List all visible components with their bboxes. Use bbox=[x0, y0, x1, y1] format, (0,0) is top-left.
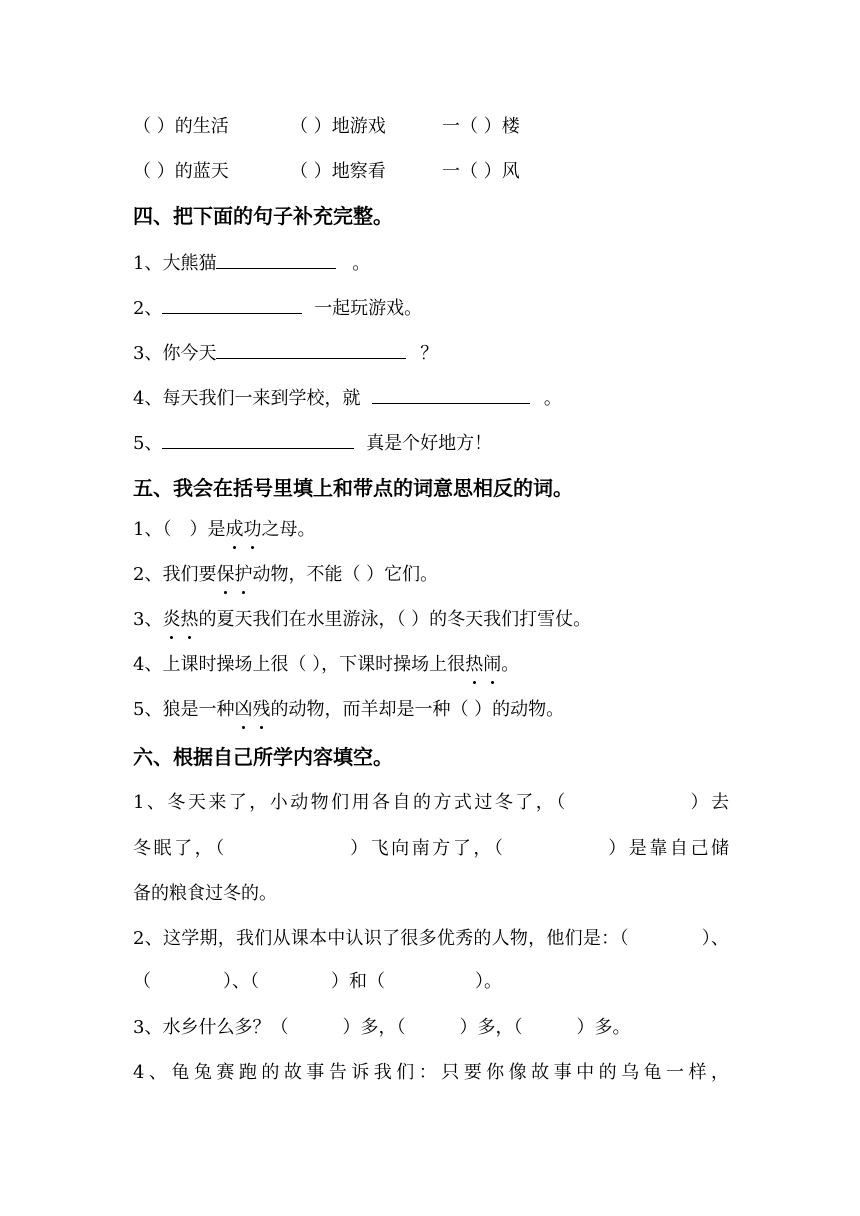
sentence-prefix: 3、你今天 bbox=[133, 343, 217, 364]
word-cell: 一（ ）楼 bbox=[442, 116, 520, 137]
sentence-item bbox=[133, 251, 370, 276]
section-4-heading: 四、把下面的句子补充完整。 bbox=[133, 204, 393, 228]
sentence-suffix: ？ bbox=[420, 343, 439, 364]
dotted-char: 护 bbox=[234, 564, 253, 585]
fill-line bbox=[133, 1061, 729, 1085]
item-text: 2、我们要 bbox=[133, 564, 217, 585]
fill-line bbox=[133, 927, 729, 951]
word-cell: （ ）的蓝天 bbox=[133, 161, 229, 182]
fill-text: 备的粮食过冬的。 bbox=[133, 883, 277, 904]
antonym-item bbox=[133, 518, 315, 542]
fill-line bbox=[133, 882, 277, 906]
sentence-suffix: 真是个好地方！ bbox=[366, 433, 493, 454]
fill-line bbox=[133, 970, 502, 994]
sentence-prefix: 2、 bbox=[133, 298, 163, 319]
answer-blank[interactable] bbox=[216, 341, 406, 359]
sentence-suffix: 。 bbox=[543, 388, 562, 409]
dotted-char: 残 bbox=[252, 699, 271, 720]
word-cell: （ ）地察看 bbox=[290, 161, 386, 182]
sentence-item bbox=[133, 296, 422, 321]
sentence-prefix: 4、每天我们一来到学校，就 bbox=[133, 388, 361, 409]
dotted-word bbox=[216, 564, 252, 585]
section-5-heading: 五、我会在括号里填上和带点的词意思相反的词。 bbox=[133, 476, 573, 500]
fill-text: 3、水乡什么多？（ ）多，（ ）多，（ ）多。 bbox=[133, 1017, 631, 1038]
word-cell: （ ）的生活 bbox=[133, 116, 229, 137]
antonym-item bbox=[133, 563, 438, 587]
sentence-suffix: 。 bbox=[352, 253, 371, 274]
dotted-char: 成 bbox=[225, 519, 244, 540]
item-text: 动物，不能（ ）它们。 bbox=[252, 564, 439, 585]
item-text: 的夏天我们在水里游泳，（ ）的冬天我们打雪仗。 bbox=[198, 609, 592, 630]
antonym-item bbox=[133, 698, 564, 722]
word-cell: 一（ ）风 bbox=[442, 161, 520, 182]
dotted-char: 闹 bbox=[483, 654, 502, 675]
answer-blank[interactable] bbox=[372, 386, 530, 404]
dotted-word bbox=[465, 654, 501, 675]
fill-line bbox=[133, 791, 729, 815]
dotted-char: 炎 bbox=[162, 609, 181, 630]
fill-text: 4、龟兔赛跑的故事告诉我们：只要你像故事中的乌龟一样， bbox=[133, 1062, 729, 1083]
sentence-prefix: 5、 bbox=[133, 433, 163, 454]
fill-line bbox=[133, 837, 729, 861]
dotted-char: 凶 bbox=[234, 699, 253, 720]
section-6-heading: 六、根据自己所学内容填空。 bbox=[133, 745, 393, 769]
item-text: 5、狼是一种 bbox=[133, 699, 235, 720]
fill-line bbox=[133, 1016, 630, 1040]
fill-text: 2、这学期，我们从课本中认识了很多优秀的人物，他们是：（ ）、 bbox=[133, 928, 729, 949]
answer-blank[interactable] bbox=[216, 251, 336, 269]
sentence-prefix: 1、大熊猫 bbox=[133, 253, 217, 274]
antonym-item bbox=[133, 608, 591, 632]
item-text: 。 bbox=[501, 654, 520, 675]
fill-text: 1、冬天来了，小动物们用各自的方式过冬了，（ ）去 bbox=[133, 792, 729, 813]
fill-text: 冬眠了，（ ）飞向南方了，（ ）是靠自己储 bbox=[133, 838, 729, 859]
dotted-word bbox=[162, 609, 198, 630]
answer-blank[interactable] bbox=[162, 296, 302, 314]
sentence-suffix: 一起玩游戏。 bbox=[314, 298, 423, 319]
dotted-char: 热 bbox=[180, 609, 199, 630]
item-text: 1、（ ）是 bbox=[133, 519, 226, 540]
item-text: 4、上课时操场上很（ ），下课时操场上很 bbox=[133, 654, 466, 675]
item-text: 之母。 bbox=[261, 519, 316, 540]
sentence-item bbox=[133, 386, 562, 411]
item-text: 的动物，而羊却是一种（ ）的动物。 bbox=[270, 699, 565, 720]
dotted-word bbox=[234, 699, 270, 720]
dotted-word bbox=[225, 519, 261, 540]
item-text: 3、 bbox=[133, 609, 163, 630]
word-cell: （ ）地游戏 bbox=[290, 116, 386, 137]
sentence-item bbox=[133, 431, 492, 456]
dotted-char: 功 bbox=[243, 519, 262, 540]
answer-blank[interactable] bbox=[162, 431, 354, 449]
dotted-char: 保 bbox=[216, 564, 235, 585]
antonym-item bbox=[133, 653, 519, 677]
fill-text: （ ）、（ ）和（ ）。 bbox=[133, 971, 502, 992]
dotted-char: 热 bbox=[465, 654, 484, 675]
sentence-item bbox=[133, 341, 438, 366]
